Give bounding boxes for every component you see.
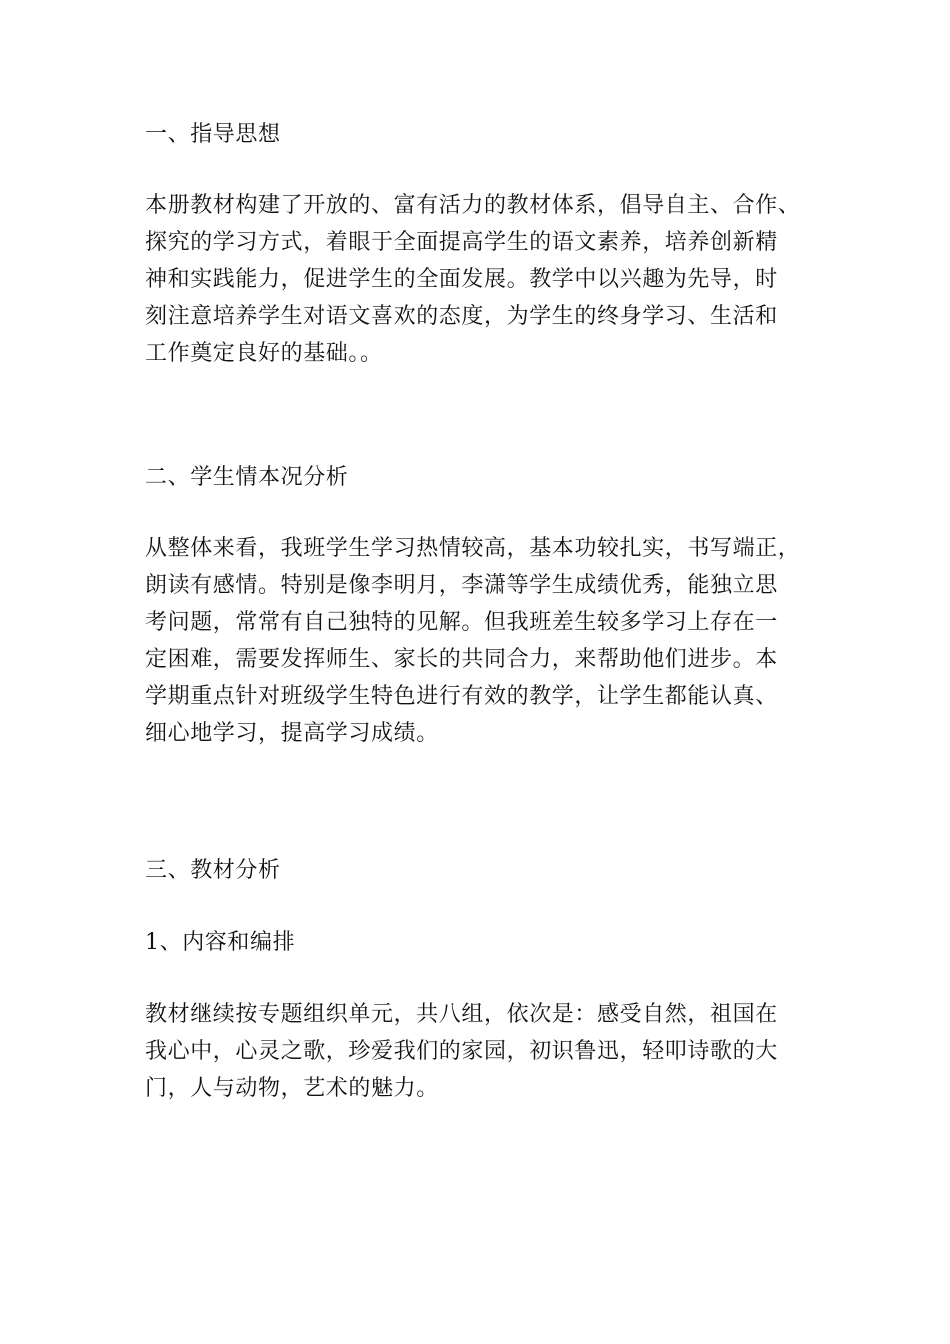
paragraph-line: 细心地学习，提高学习成绩。 xyxy=(145,721,439,746)
paragraph-line: 定困难，需要发挥师生、家长的共同合力，来帮助他们进步。本 xyxy=(145,647,778,672)
subheading-text: 1、内容和编排 xyxy=(145,930,296,955)
paragraph-line: 门，人与动物，艺术的魅力。 xyxy=(145,1076,439,1101)
paragraph-line: 神和实践能力，促进学生的全面发展。教学中以兴趣为先导，时 xyxy=(145,267,778,292)
paragraph-guiding-thought xyxy=(145,187,815,372)
paragraph-line: 从整体来看，我班学生学习热情较高，基本功较扎实，书写端正， xyxy=(145,536,801,561)
paragraph-line: 本册教材构建了开放的、富有活力的教材体系，倡导自主、合作、 xyxy=(145,193,801,218)
paragraph-line: 考问题，常常有自己独特的见解。但我班差生较多学习上存在一 xyxy=(145,610,778,635)
paragraph-line: 朗读有感情。特别是像李明月，李潇等学生成绩优秀，能独立思 xyxy=(145,573,778,598)
subsection-heading-content xyxy=(145,928,815,958)
heading-text: 二、学生情本况分析 xyxy=(145,465,349,490)
section-heading-guiding-thought xyxy=(145,120,815,150)
heading-text: 三、教材分析 xyxy=(145,858,281,883)
section-heading-textbook-analysis xyxy=(145,856,815,886)
paragraph-line: 工作奠定良好的基础。。 xyxy=(145,341,383,366)
paragraph-line: 教材继续按专题组织单元，共八组，依次是：感受自然，祖国在 xyxy=(145,1002,778,1027)
paragraph-line: 我心中，心灵之歌，珍爱我们的家园，初识鲁迅，轻叩诗歌的大 xyxy=(145,1039,778,1064)
heading-text: 一、指导思想 xyxy=(145,122,281,147)
paragraph-content-arrangement xyxy=(145,996,815,1107)
section-heading-student-analysis xyxy=(145,463,815,493)
paragraph-line: 探究的学习方式，着眼于全面提高学生的语文素养，培养创新精 xyxy=(145,230,778,255)
paragraph-student-analysis xyxy=(145,530,815,752)
paragraph-line: 学期重点针对班级学生特色进行有效的教学，让学生都能认真、 xyxy=(145,684,778,709)
paragraph-line: 刻注意培养学生对语文喜欢的态度，为学生的终身学习、生活和 xyxy=(145,304,778,329)
